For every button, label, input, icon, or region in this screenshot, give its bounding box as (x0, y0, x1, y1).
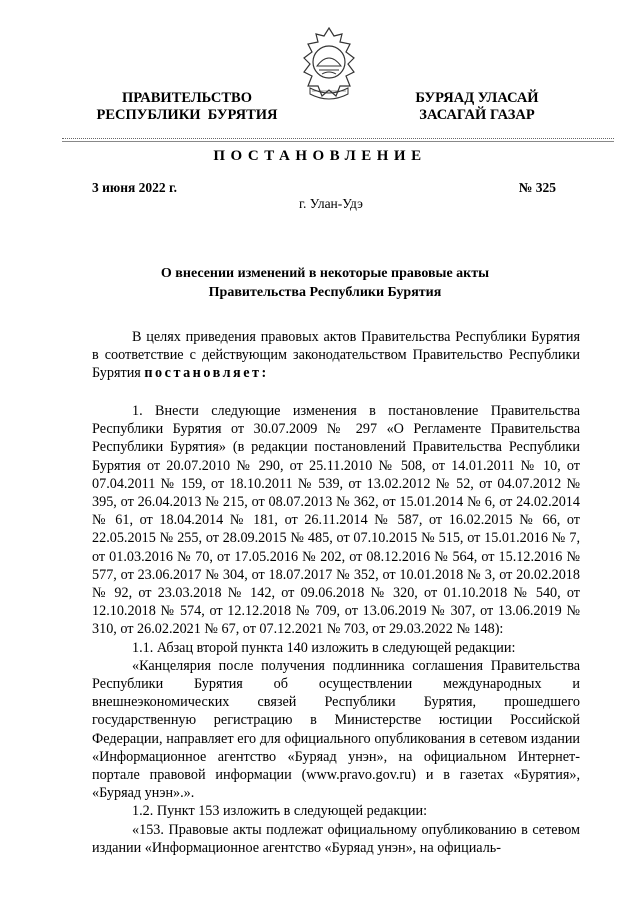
issuer-name-buryat (392, 90, 562, 124)
issuer-name-russian (82, 90, 292, 124)
issuer-buryat-line-1: БУРЯАД УЛАСАЙ (415, 90, 539, 106)
quote-2: «153. Правовые акты подлежат официальному опубликованию в сетевом издании «Информационное агентство «Буряад унэн», на официаль- (92, 821, 580, 856)
document-city: г. Улан-Удэ (299, 196, 363, 211)
document-title (110, 264, 540, 302)
document-number: № 325 (518, 180, 556, 195)
item-1: 1. Внести следующие изменения в постановление Правительства Республики Бурятия от 30.07.2009 № 297 «О Регламенте Правительства Республики Бурятия» (в редакции постановлений Правительства Республики Бурятия от 20.07.2010 № 290, от 25.11.2010 № 508, от 14.01.2011 № 10, от 07.04.2011 № 159, от 18.10.2011 № 539, от 13.02.2012 № 52, от 04.07.2012 № 395, от 26.04.2013 № 215, от 08.07.2013 № 362, от 15.01.2014 № 6, от 24.02.2014 № 61, от 18.04.2014 № 181, от 26.11.2014 № 587, от 16.02.2015 № 66, от 22.05.2015 № 255, от 28.09.2015 № 485, от 07.10.2015 № 515, от 15.01.2016 № 7, от 01.03.2016 № 70, от 17.05.2016 № 202, от 08.12.2016 № 564, от 15.12.2016 № 577, от 23.06.2017 № 304, от 18.07.2017 № 352, от 10.01.2018 № 3, от 20.02.2018 № 92, от 23.03.2018 № 142, от 09.06.2018 № 320, от 01.10.2018 № 540, от 12.10.2018 № 574, от 12.12.2018 № 709, от 13.06.2019 № 307, от 13.06.2019 № 310, от 26.02.2021 № 67, от 07.12.2021 № 703, от 29.03.2022 № 148): (92, 403, 580, 638)
preamble-paragraph (92, 328, 580, 383)
resolves-keyword: постановляет: (144, 365, 269, 382)
item-1-1: 1.1. Абзац второй пункта 140 изложить в следующей редакции: (132, 639, 516, 656)
main-body (92, 402, 580, 857)
coat-of-arms-emblem (296, 26, 362, 106)
preamble-text: В целях приведения правовых актов Правительства Республики Бурятия в соответствие с действующим законодательством Правительство Республики Бурятия (92, 329, 580, 382)
issuer-buryat-line-2: ЗАСАГАЙ ГАЗАР (419, 107, 535, 123)
document-type: ПОСТАНОВЛЕНИЕ (213, 148, 427, 164)
header-divider-solid (62, 141, 614, 142)
issuer-line-2: РЕСПУБЛИКИ БУРЯТИЯ (96, 107, 278, 123)
issuer-line-1: ПРАВИТЕЛЬСТВО (122, 90, 252, 106)
item-1-2: 1.2. Пункт 153 изложить в следующей редакции: (132, 803, 428, 820)
title-line-2: Правительства Республики Бурятия (208, 285, 442, 300)
header-divider-dotted (62, 138, 614, 139)
quote-1: «Канцелярия после получения подлинника соглашения Правительства Республики Бурятия об осуществлении международных и внешнеэкономических связей Республики Бурятия, прошедшего государственную регистрацию в Министерстве юстиции Российской Федерации, направляет его для официального опубликования в сетевом издании «Информационное агентство «Буряад унэн», на официальном Интернет-портале правовой информации (www.pravo.gov.ru) и в газетах «Бурятия», «Буряад унэн».». (92, 657, 580, 802)
title-line-1: О внесении изменений в некоторые правовые акты (160, 266, 490, 281)
document-date: 3 июня 2022 г. (92, 180, 178, 195)
